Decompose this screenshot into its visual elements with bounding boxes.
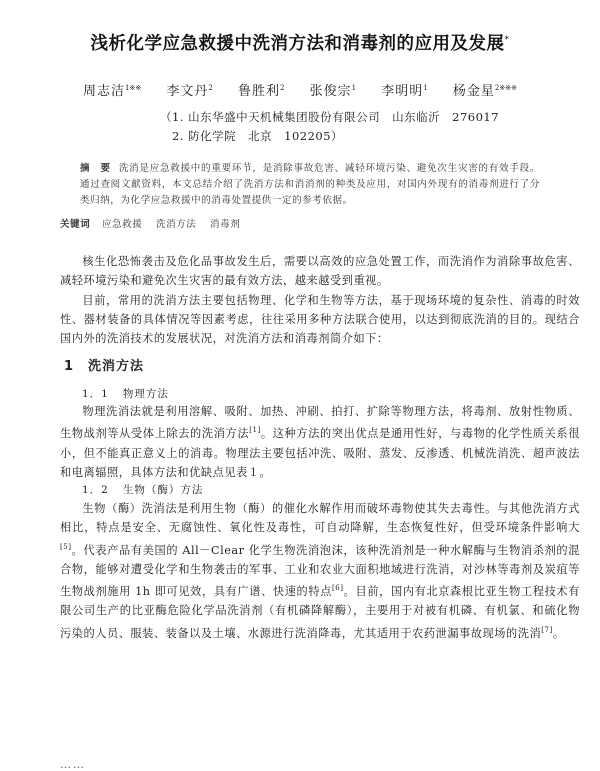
cut-off-line: …… (60, 758, 86, 771)
author: 杨金星$^{2※※※}$ (452, 84, 517, 99)
keywords (60, 216, 250, 230)
intro-text (60, 252, 580, 348)
title-footnote-mark: * (504, 35, 510, 45)
keyword: 应急救援 (101, 219, 143, 230)
section-1-2-text (60, 499, 580, 643)
intro-paragraph-1: 核生化恐怖袭击及危化品事故发生后，需要以高效的应急处置工作，而洗消作为消除事故危害、减轻环境污染和避免次生灾害的最有效方法，越来越受到重视。 (60, 255, 580, 288)
paper-title-text: 浅析化学应急救援中洗消方法和消毒剂的应用及发展 (90, 34, 505, 54)
paragraph-biological-method: 生物（酶）洗消法是利用生物（酶）的催化水解作用而破坏毒物使其失去毒性。与其他洗消方式相比，特点是安全、无腐蚀性、氧化性及毒性，可自动降解，生态恢复性好，但受环境条件影响大[5]。代表产品有美国的 All－Clear 化学生物洗消泡沫，该种洗消剂是一种水解酶与生物消杀剂的混合物，能够对遭受化学和生物袭击的军事、工业和农业大面积地域进行洗消，对沙林等毒剂及炭疽等生物战剂施用 1h 即可见效，具有广谱、快速的特点[6]。目前，国内有北京森根比亚生物工程技术有限公司生产的比亚酶危险化学品洗消剂（有机磷降解酶），主要用于对被有机磷、有机氯、和硫化物污染的人员、服装、装备以及土壤、水源进行洗消降毒，尤其适用于农药泄漏事故现场的洗消[7]。 (60, 502, 580, 640)
author: 李明明$^1$ (381, 84, 428, 99)
subsection-heading-1-1 (82, 386, 169, 401)
section-number: 1 (64, 359, 75, 374)
author: 张俊宗$^1$ (309, 84, 357, 99)
citation: [5] (60, 542, 72, 551)
keyword: 洗消方法 (155, 219, 197, 230)
paragraph-physical-method: 物理洗消法就是利用溶解、吸附、加热、冲刷、拍打、扩除等物理方法，将毒剂、放射性物质、生物战剂等从受体上除去的洗消方法[1]。这种方法的突出优点是通用性好，与毒物的化学性质关系很小，但不能真正意义上的消毒。物理法主要包括冲洗、吸附、蒸发、反渗透、机械洗消洗、超声波法和电离辐照，具体方法和优缺点见表１。 (60, 405, 580, 479)
section-heading-1 (64, 355, 144, 374)
affiliation-line-2: 2. 防化学院 北京 102205） (172, 129, 344, 143)
subsection-number: 1．2 (82, 484, 109, 496)
citation: [1] (249, 426, 261, 435)
section-1-1-text (60, 402, 580, 482)
keyword: 消毒剂 (210, 219, 241, 230)
affiliation-line-1: （1. 山东华盛中天机械集团股份有限公司 山东临沂 276017 (160, 110, 500, 124)
citation: [6] (332, 584, 344, 593)
author-list (0, 80, 600, 99)
intro-paragraph-2: 目前，常用的洗消方法主要包括物理、化学和生物等方法，基于现场环境的复杂性、消毒的时效性、器材装备的具体情况等因素考虑，往往采用多种方法联合使用，以达到彻底洗消的目的。现结合国内外的洗消技术的发展状况，对洗消方法和消毒剂简介如下： (60, 293, 580, 346)
author: 周志洁$^{1※※}$ (83, 84, 142, 99)
subsection-title: 物理方法 (122, 388, 169, 400)
citation: [7] (541, 625, 553, 634)
subsection-heading-1-2 (82, 482, 203, 497)
abstract-label: 摘 要 (80, 163, 111, 174)
author: 鲁胜利$^2$ (238, 84, 285, 99)
abstract-text: 洗消是应急救援中的重要环节，是消除事故危害、减轻环境污染、避免次生灾害的有效手段。通过查阅文献资料，本文总结介绍了洗消方法和消消剂的种类及应用，对国内外现有的消毒剂进行了分类归纳，为化学应急救援中的消毒处置提供一定的参考依据。 (80, 163, 540, 206)
subsection-number: 1．1 (82, 388, 109, 400)
paper-title (0, 30, 600, 55)
author: 李文丹$^2$ (166, 84, 213, 99)
section-title: 洗消方法 (88, 359, 145, 374)
keywords-label: 关键词 (60, 219, 91, 230)
abstract (80, 161, 540, 209)
subsection-title: 生物（酶）方法 (122, 484, 204, 496)
